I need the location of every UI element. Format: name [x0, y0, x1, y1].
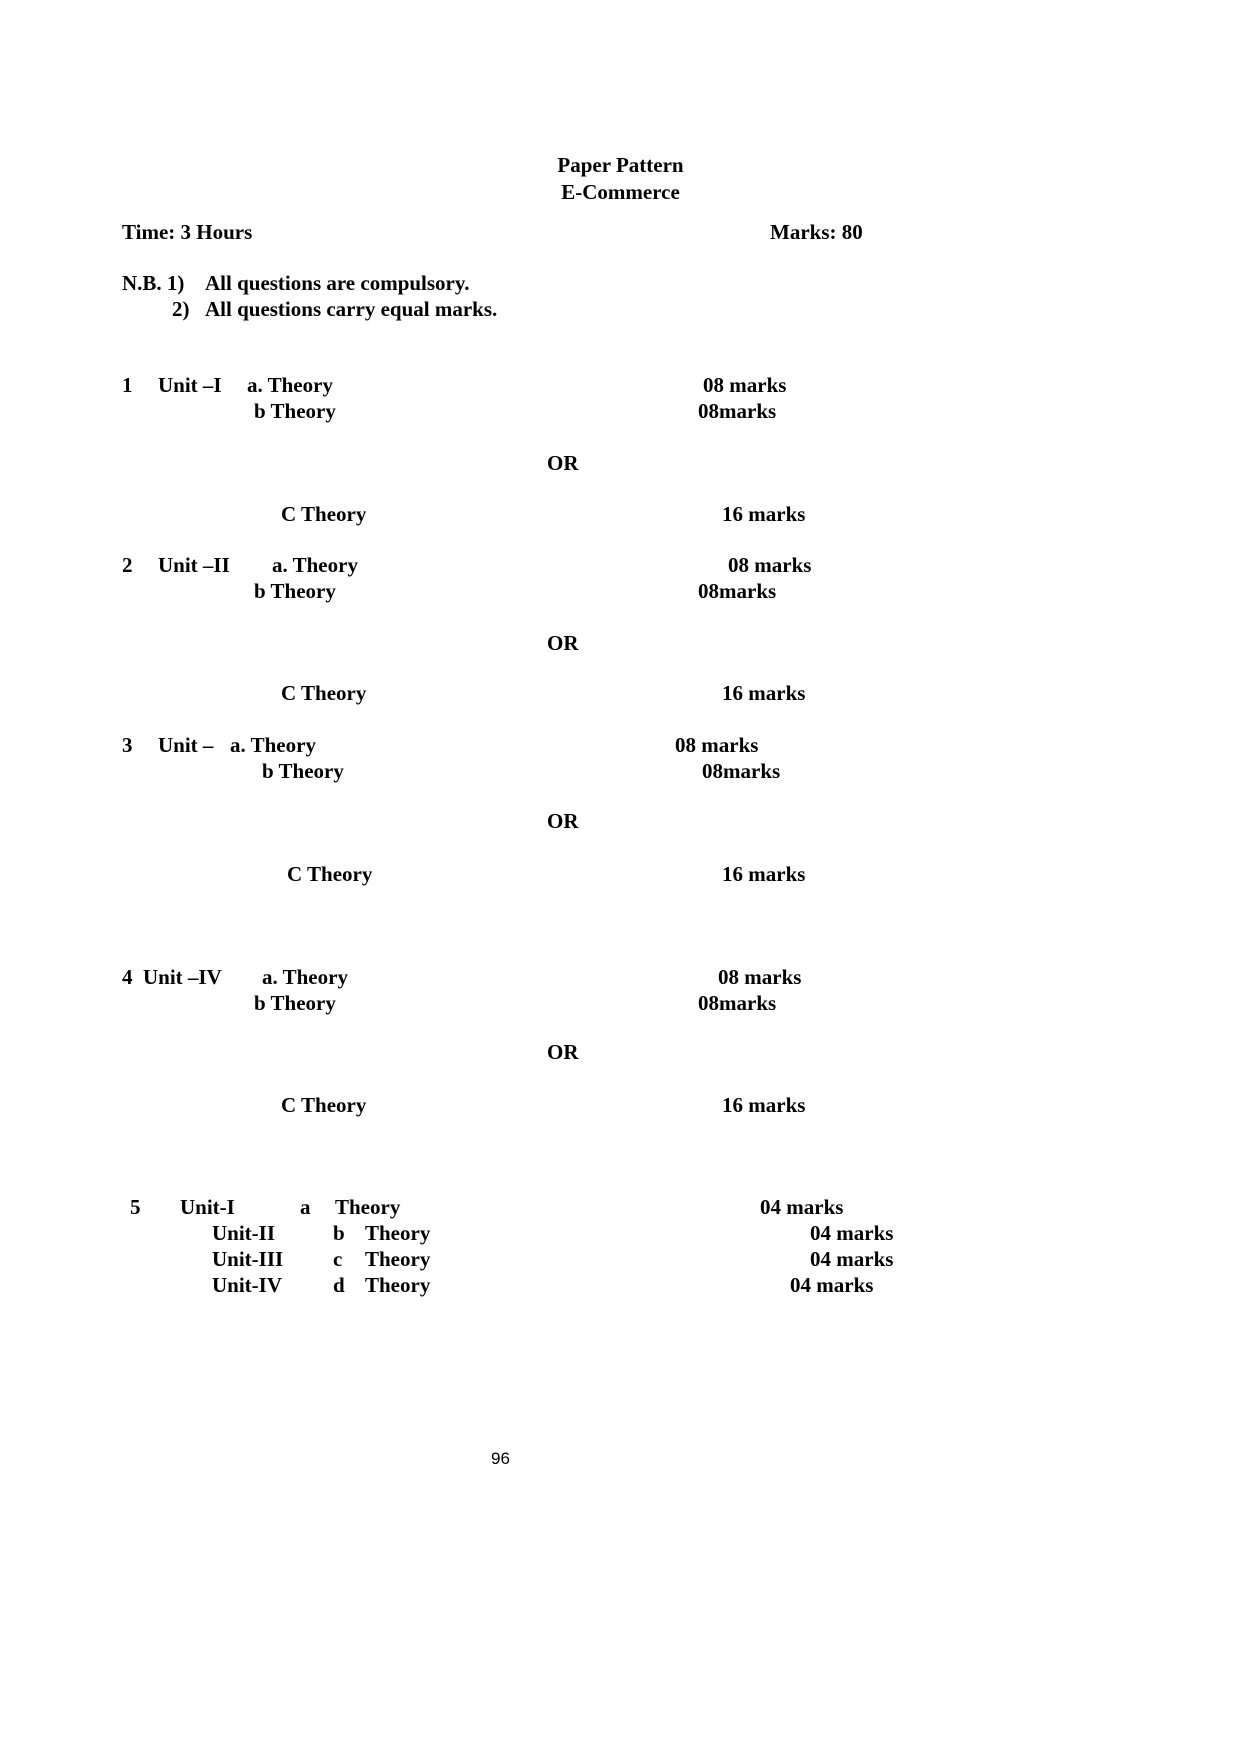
section-3-c-marks: 16 marks — [722, 862, 806, 886]
section-2-c-marks: 16 marks — [722, 681, 806, 705]
section-2-c-label: C Theory — [281, 681, 367, 705]
section-2-b-marks: 08marks — [698, 579, 777, 603]
section-5-row-label: Theory — [365, 1247, 431, 1271]
section-1-a-marks: 08 marks — [703, 373, 787, 397]
section-1-b-marks: 08marks — [698, 399, 777, 423]
section-1-a-label: a. Theory — [247, 373, 333, 397]
section-3-unit: Unit – — [158, 733, 214, 757]
section-1-c-marks: 16 marks — [722, 502, 806, 526]
section-2-number: 2 — [122, 553, 133, 577]
section-5-row-letter: a — [300, 1195, 311, 1219]
nb-text-1: All questions are compulsory. — [205, 271, 470, 295]
section-4-b-marks: 08marks — [698, 991, 777, 1015]
section-5-row-marks: 04 marks — [810, 1247, 894, 1271]
section-5-row-marks: 04 marks — [790, 1273, 874, 1297]
section-3-b-marks: 08marks — [702, 759, 781, 783]
nb-prefix-1: N.B. 1) — [122, 271, 185, 295]
section-1-or-label: OR — [547, 451, 579, 475]
section-4-b-label: b Theory — [254, 991, 336, 1015]
section-3-b-label: b Theory — [262, 759, 344, 783]
page-title: Paper Pattern — [557, 153, 684, 177]
section-2-unit: Unit –II — [158, 553, 230, 577]
section-2-or-label: OR — [547, 631, 579, 655]
section-2-a-label: a. Theory — [272, 553, 358, 577]
section-5-row-unit: Unit-IV — [212, 1273, 283, 1297]
section-3-number: 3 — [122, 733, 133, 757]
section-2-a-marks: 08 marks — [728, 553, 812, 577]
section-5-row-unit: Unit-II — [212, 1221, 276, 1245]
nb-text-2: All questions carry equal marks. — [205, 297, 498, 321]
section-5-row-label: Theory — [335, 1195, 401, 1219]
section-5-number: 5 — [130, 1195, 141, 1219]
section-5-row-label: Theory — [365, 1273, 431, 1297]
section-4-c-label: C Theory — [281, 1093, 367, 1117]
section-3-c-label: C Theory — [287, 862, 373, 886]
time-label: Time: 3 Hours — [122, 220, 253, 244]
section-1-number: 1 — [122, 373, 133, 397]
section-3-a-label: a. Theory — [230, 733, 316, 757]
section-3-or-label: OR — [547, 809, 579, 833]
section-4-number: 4 — [122, 965, 133, 989]
section-1-c-label: C Theory — [281, 502, 367, 526]
section-5-row-label: Theory — [365, 1221, 431, 1245]
section-1-unit: Unit –I — [158, 373, 222, 397]
section-5-row-letter: b — [333, 1221, 345, 1245]
page-subtitle: E-Commerce — [561, 180, 680, 204]
section-4-a-label: a. Theory — [262, 965, 348, 989]
section-5-row-marks: 04 marks — [810, 1221, 894, 1245]
section-2-b-label: b Theory — [254, 579, 336, 603]
section-4-unit: Unit –IV — [143, 965, 222, 989]
section-5-row-marks: 04 marks — [760, 1195, 844, 1219]
section-4-or-label: OR — [547, 1040, 579, 1064]
section-5-row-letter: d — [333, 1273, 345, 1297]
section-4-c-marks: 16 marks — [722, 1093, 806, 1117]
page-number: 96 — [491, 1449, 510, 1468]
section-5-row-letter: c — [333, 1247, 343, 1271]
section-5-row-unit: Unit-III — [212, 1247, 284, 1271]
section-5-row-unit: Unit-I — [180, 1195, 235, 1219]
section-1-b-label: b Theory — [254, 399, 336, 423]
section-4-a-marks: 08 marks — [718, 965, 802, 989]
nb-prefix-2: 2) — [172, 297, 190, 321]
section-3-a-marks: 08 marks — [675, 733, 759, 757]
total-marks-label: Marks: 80 — [770, 220, 863, 244]
